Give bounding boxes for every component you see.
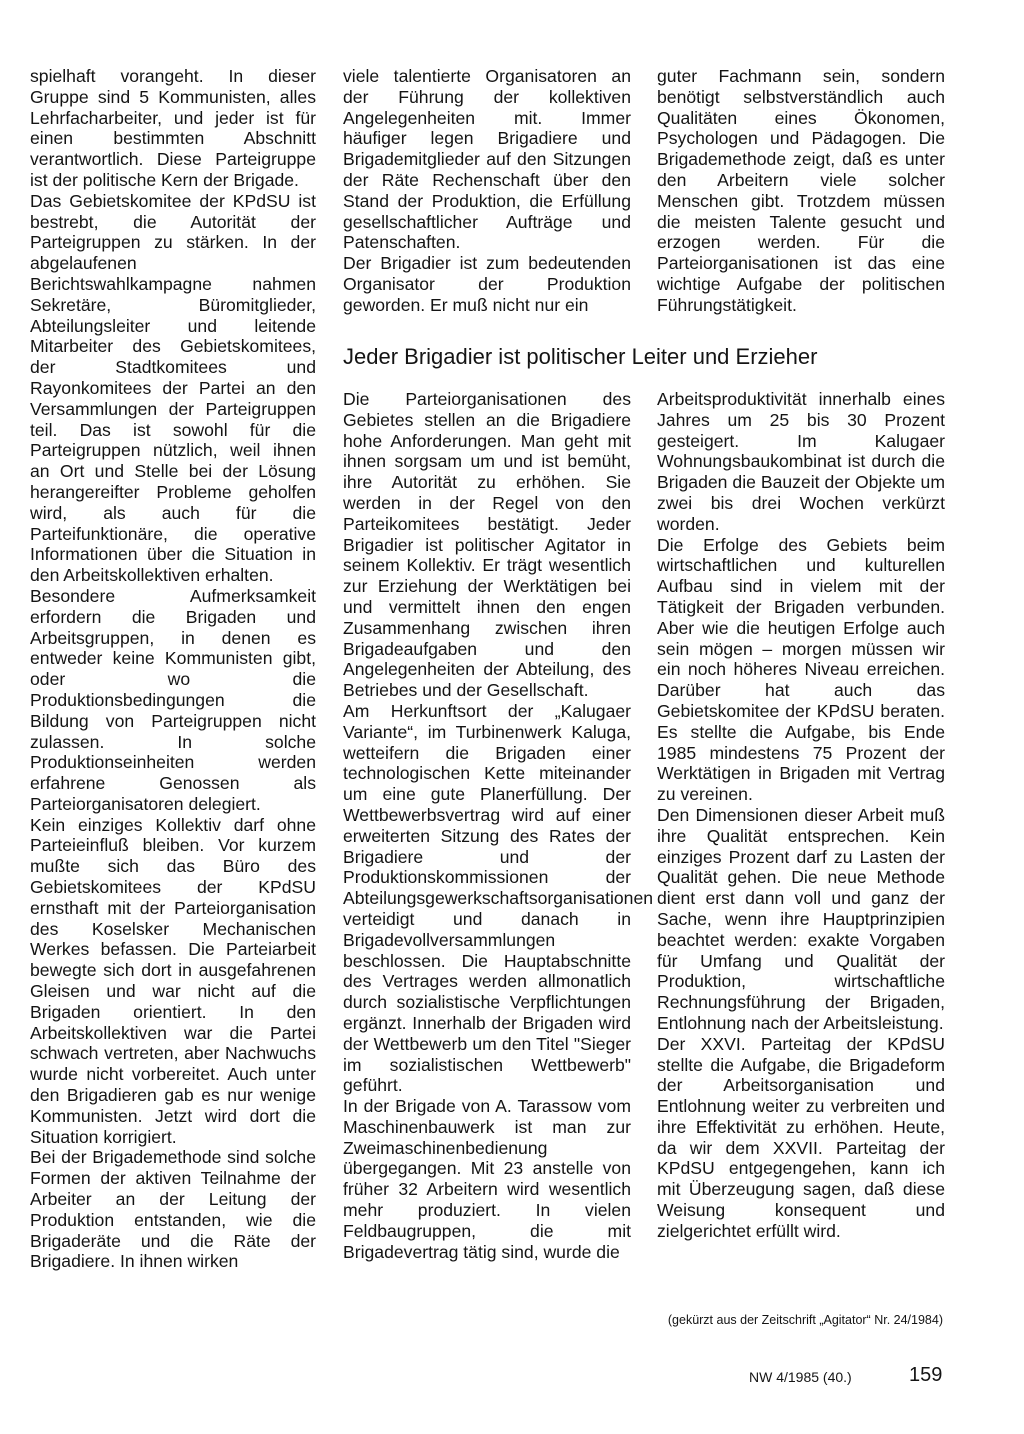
paragraph: viele talentierte Organisatoren an der Führung der kollektiven Angelegenheiten mit. Immer häufiger legen Brigadiere und Brigademitglieder auf den Sitzungen der Räte Rechenschaft über den Stand der Produktion, die Erfüllung gesellschaftlicher Aufträge und Patenschaften. <box>343 66 631 253</box>
source-note: (gekürzt aus der Zeitschrift „Agitator“ Nr. 24/1984) <box>667 1313 943 1327</box>
column-bottom-middle <box>343 389 654 1262</box>
column-top-left <box>30 66 316 1272</box>
paragraph: Das Gebietskomitee der KPdSU ist bestrebt, die Autorität der Parteigruppen zu stärken. In der abgelaufenen Berichtswahlkampagne nahmen Sekretäre, Büromitglieder, Abteilungsleiter und leitende Mitarbeiter des Gebietskomitees, der Stadtkomitees und Rayonkomitees der Partei an den Versammlungen der Parteigruppen teil. Das ist sowohl für die Parteigruppen nützlich, weil ihnen an Ort und Stelle bei der Lösung herangereifter Probleme geholfen wird, als auch für die Parteifunktionäre, die operative Informationen über die Situation in den Arbeitskollektiven erhalten. <box>30 190 316 586</box>
paragraph: spielhaft vorangeht. In dieser Gruppe sind 5 Kommunisten, alles Lehrfacharbeiter, und jeder ist für einen bestimmten Abschnitt verantwortlich. Diese Parteigruppe ist der politische Kern der Brigade. <box>30 66 316 190</box>
paragraph: Der Brigadier ist zum bedeutenden Organisator der Produktion geworden. Er muß nicht nur ein <box>343 253 631 315</box>
paragraph: Der XXVI. Parteitag der KPdSU stellte die Aufgabe, die Brigadeform der Arbeitsorganisation und Entlohnung weiter zu verbreiten und ihre Effektivität zu erhöhen. Heute, da wir dem XXVII. Parteitag der KPdSU entgegengehen, kann ich mit Überzeugung sagen, daß diese Weisung konsequent und zielgerichtet erfüllt wird. <box>657 1033 945 1241</box>
issue-reference: NW 4/1985 (40.) <box>749 1369 852 1385</box>
paragraph: Die Parteiorganisationen des Gebietes stellen an die Brigadiere hohe Anforderungen. Man geht mit ihnen sorgsam um und ist bemüht, ihre Autorität zu erhöhen. Sie werden in der Regel von den Parteikomitees bestätigt. Jeder Brigadier ist politischer Agitator in seinem Kollektiv. Er trägt wesentlich zur Erziehung der Werktätigen bei und vermittelt ihnen den engen Zusammenhang zwischen ihren Brigadeaufgaben und den Angelegenheiten der Abteilung, des Betriebes und der Gesellschaft. <box>343 389 631 701</box>
paragraph: guter Fachmann sein, sondern benötigt selbstverständlich auch Qualitäten eines Ökonomen, Psychologen und Pädagogen. Die Brigademethode zeigt, daß es unter den Arbeitern viele solcher Menschen gibt. Trotzdem müssen die meisten Talente gesucht und erzogen werden. Für die Parteiorganisationen ist das eine wichtige Aufgabe der politischen Führungstätigkeit. <box>657 66 945 315</box>
paragraph: Die Erfolge des Gebiets beim wirtschaftlichen und kulturellen Aufbau sind in vielem mit der Tätigkeit der Brigaden verbunden. Aber wie die heutigen Erfolge auch sein mögen – morgen müssen wir ein noch höheres Niveau erreichen. Darüber hat auch das Gebietskomitee der KPdSU beraten. Es stellte die Aufgabe, bis Ende 1985 mindestens 75 Prozent der Werktätigen in Brigaden mit Vertrag zu vereinen. <box>657 534 945 805</box>
paragraph: Arbeitsproduktivität innerhalb eines Jahres um 25 bis 30 Prozent gesteigert. Im Kalugaer Wohnungsbaukombinat ist durch die Brigaden die Bauzeit der Objekte um zwei bis drei Wochen verkürzt worden. <box>657 389 945 534</box>
column-top-right <box>657 66 945 316</box>
section-heading: Jeder Brigadier ist politischer Leiter und Erzieher <box>343 344 818 369</box>
paragraph: Besondere Aufmerksamkeit erfordern die Brigaden und Arbeitsgruppen, in denen es entweder keine Kommunisten gibt, oder wo die Produktionsbedingungen die Bildung von Parteigruppen nicht zulassen. In solche Produktionseinheiten werden erfahrene Genossen als Parteiorganisatoren delegiert. <box>30 585 316 814</box>
paragraph: Bei der Brigademethode sind solche Formen der aktiven Teilnahme der Arbeiter an der Leitung der Produktion entstanden, wie die Brigaderäte und die Räte der Brigadiere. In ihnen wirken <box>30 1147 316 1272</box>
paragraph: In der Brigade von A. Tarassow vom Maschinenbauwerk ist man zur Zweimaschinenbedienung übergegangen. Mit 23 anstelle von früher 32 Arbeitern wird wesentlich mehr produziert. In vielen Feldbaugruppen, die mit Brigadevertrag tätig sind, wurde die <box>343 1096 631 1262</box>
column-bottom-right <box>657 389 945 1242</box>
paragraph: Am Herkunftsort der „Kalugaer Variante“, im Turbinenwerk Kaluga, wetteifern die Brigaden einer technologischen Kette miteinander um eine gute Planerfüllung. Der Wettbewerbsvertrag wird auf einer erweiterten Sitzung des Rates der Brigadiere und der Produktionskommissionen der Abteilungsgewerkschaftsorganisationen verteidigt und danach in Brigadevollversammlungen beschlossen. Die Hauptabschnitte des Vertrages werden allmonatlich durch sozialistische Verpflichtungen ergänzt. Innerhalb der Brigaden wird der Wettbewerb um den Titel "Sieger im sozialistischen Wettbewerb" geführt. <box>343 700 654 1096</box>
paragraph: Kein einziges Kollektiv darf ohne Parteieinfluß bleiben. Vor kurzem mußte sich das Büro des Gebietskomitees der KPdSU ernsthaft mit der Parteiorganisation des Koselsker Mechanischen Werkes befassen. Die Parteiarbeit bewegte sich dort in ausgefahrenen Gleisen und war nicht auf die Brigaden orientiert. In den Arbeitskollektiven war die Partei schwach vertreten, aber Nachwuchs wurde nicht vorbereitet. Auch unter den Brigadieren gab es nur wenige Kommunisten. Jetzt wird dort die Situation korrigiert. <box>30 814 316 1147</box>
paragraph: Den Dimensionen dieser Arbeit muß ihre Qualität entsprechen. Kein einziges Prozent darf zu Lasten der Qualität gehen. Die neue Methode dient erst dann voll und ganz der Sache, wenn ihre Hauptprinzipien beachtet werden: exakte Vorgaben für Umfang und Qualität der Produktion, wirtschaftliche Rechnungsführung der Brigaden, Entlohnung nach der Arbeitsleistung. <box>657 804 945 1033</box>
column-top-middle <box>343 66 631 316</box>
page-number: 159 <box>909 1364 943 1386</box>
